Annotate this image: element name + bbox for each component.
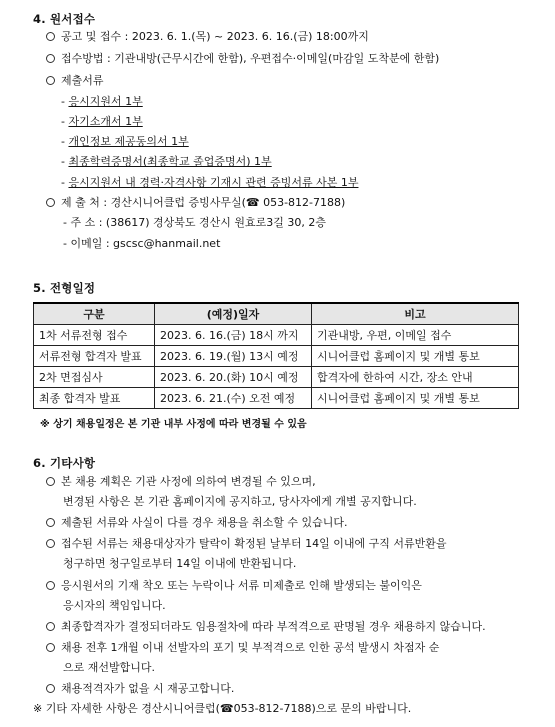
section-6-title: 6. 기타사항 [33,456,96,470]
bullet-circle-icon [46,518,55,527]
table-row [34,367,519,388]
sec6-item-cont: 응시자의 책임입니다. [63,599,166,612]
cell-remark: 기관내방, 우편, 이메일 접수 [312,325,519,346]
bullet-circle-icon [46,477,55,486]
sec6-item-cont: 변경된 사항은 본 기관 홈페이지에 공지하고, 당사자에게 개별 공지합니다. [63,495,417,508]
sec6-item-cont: 청구하면 청구일로부터 14일 이내에 반환됩니다. [63,557,297,570]
footer-note: ※ 기타 자세한 사항은 경산시니어클럽(☎053-812-7188)으로 문의 바랍니다. [33,702,412,715]
sec4-item-period: 공고 및 접수 : 2023. 6. 1.(목) ~ 2023. 6. 16.(금) 18:00까지 [46,30,369,44]
sec4-item-method: 접수방법 : 기관내방(근무시간에 한함), 우편접수·이메일(마감일 도착분에 한함) [46,52,439,66]
header-date: (예정)일자 [155,303,312,325]
section-4-title: 4. 원서접수 [33,12,96,26]
bullet-circle-icon [46,54,55,63]
bullet-circle-icon [46,76,55,85]
sec6-item: 응시원서의 기재 착오 또는 누락이나 서류 미제출로 인해 발생되는 불이익은 [46,579,422,593]
cell-stage: 2차 면접심사 [34,367,155,388]
bullet-circle-icon [46,581,55,590]
sec6-item: 제출된 서류와 사실이 다를 경우 채용을 취소할 수 있습니다. [46,516,348,530]
sec6-item: 최종합격자가 결정되더라도 임용절차에 따라 부적격으로 판명될 경우 채용하지 않습니다. [46,620,486,634]
cell-date: 2023. 6. 20.(화) 10시 예정 [155,367,312,388]
cell-remark: 시니어클럽 홈페이지 및 개별 통보 [312,346,519,367]
bullet-circle-icon [46,198,55,207]
doc-item: - 최종학력증명서(최종학교 졸업증명서) 1부 [61,155,272,168]
doc-item: - 응시지원서 1부 [61,95,143,108]
cell-date: 2023. 6. 19.(월) 13시 예정 [155,346,312,367]
table-row [34,388,519,409]
cell-stage: 1차 서류전형 접수 [34,325,155,346]
schedule-table [33,302,519,409]
bullet-circle-icon [46,684,55,693]
cell-remark: 시니어클럽 홈페이지 및 개별 통보 [312,388,519,409]
table-row [34,325,519,346]
cell-stage: 서류전형 합격자 발표 [34,346,155,367]
sec4-item-docs: 제출서류 [46,74,104,88]
bullet-circle-icon [46,643,55,652]
header-category: 구분 [34,303,155,325]
doc-item: - 응시지원서 내 경력·자격사항 기재시 관련 증빙서류 사본 1부 [61,176,359,189]
table-row [34,346,519,367]
sec6-item-cont: 으로 재선발합니다. [63,661,156,674]
sec4-email: - 이메일 : gscsc@hanmail.net [63,237,221,250]
bullet-circle-icon [46,539,55,548]
sec4-address: - 주 소 : (38617) 경상북도 경산시 원효로3길 30, 2층 [63,216,326,229]
sec6-item: 채용 전후 1개월 이내 선발자의 포기 및 부적격으로 인한 공석 발생시 차점자 순 [46,641,439,655]
sec6-item: 접수된 서류는 채용대상자가 탈락이 확정된 날부터 14일 이내에 구직 서류반환을 [46,537,447,551]
bullet-circle-icon [46,32,55,41]
sec6-item: 채용적격자가 없을 시 재공고합니다. [46,682,234,696]
section-5-title: 5. 전형일정 [33,281,96,295]
sec4-submit-place: 제 출 처 : 경산시니어클럽 증빙사무실(☎ 053-812-7188) [46,196,345,210]
cell-date: 2023. 6. 16.(금) 18시 까지 [155,325,312,346]
sec6-item: 본 채용 계획은 기관 사정에 의하여 변경될 수 있으며, [46,475,316,489]
schedule-note: ※ 상기 채용일정은 본 기관 내부 사정에 따라 변경될 수 있음 [40,419,307,430]
header-remark: 비고 [312,303,519,325]
cell-remark: 합격자에 한하여 시간, 장소 안내 [312,367,519,388]
bullet-circle-icon [46,622,55,631]
table-header-row [34,303,519,325]
doc-item: - 개인정보 제공동의서 1부 [61,135,189,148]
doc-item: - 자기소개서 1부 [61,115,143,128]
cell-stage: 최종 합격자 발표 [34,388,155,409]
cell-date: 2023. 6. 21.(수) 오전 예정 [155,388,312,409]
